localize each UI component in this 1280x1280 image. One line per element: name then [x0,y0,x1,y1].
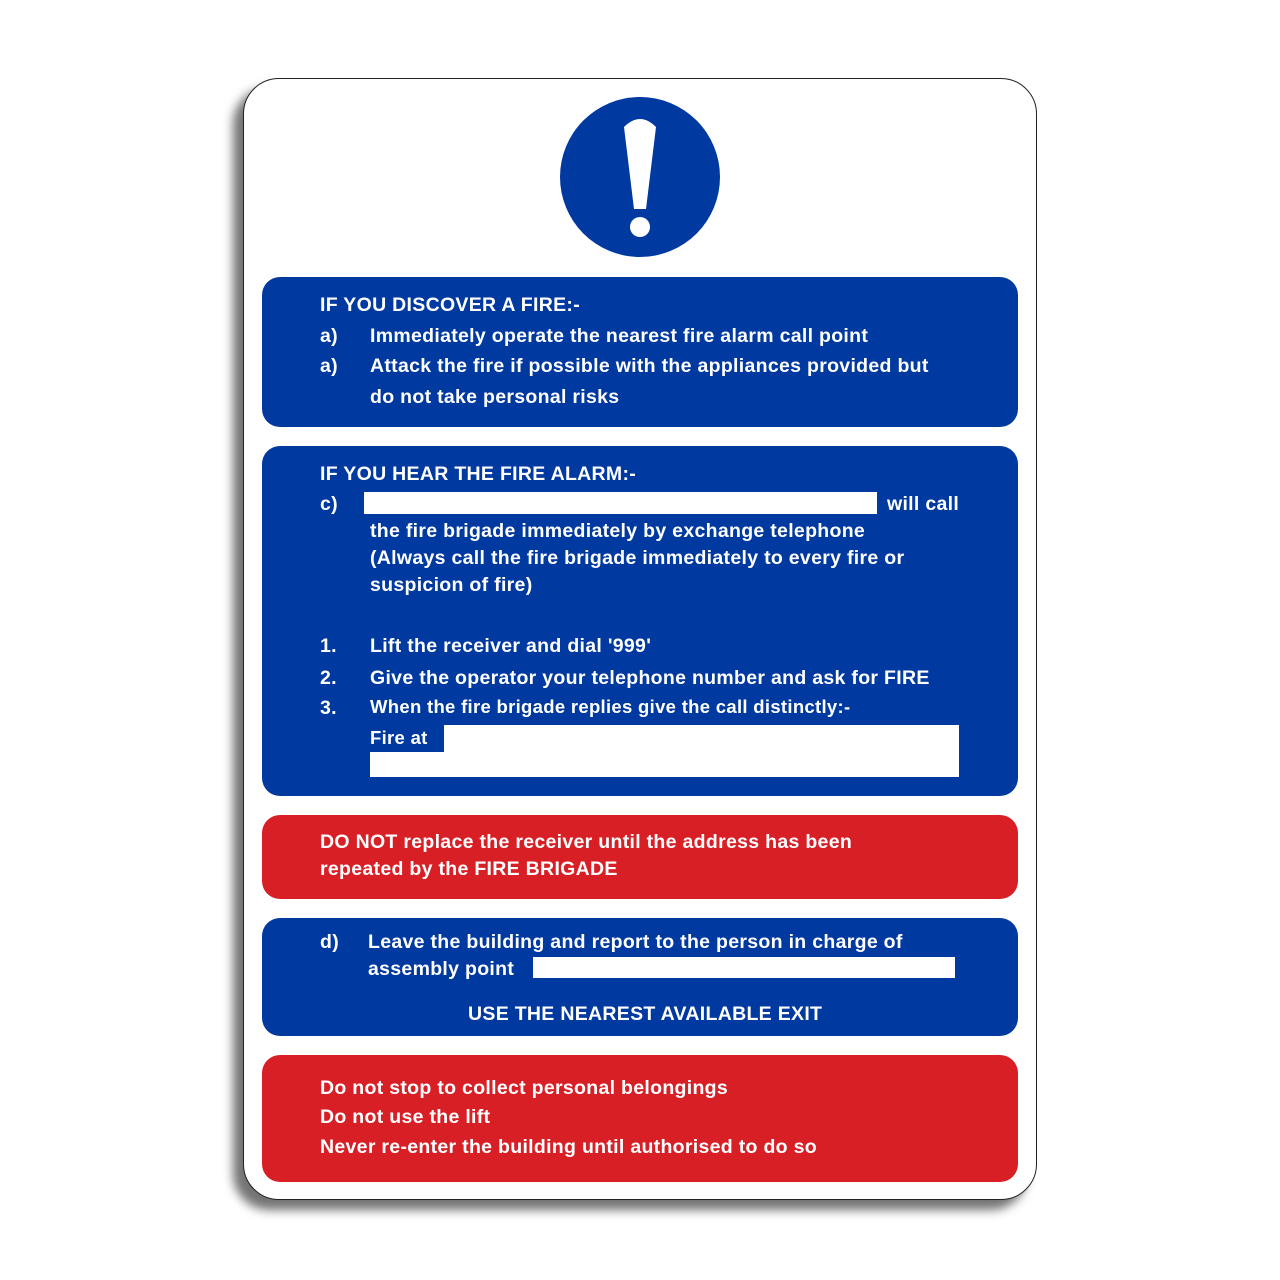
step-number: 3. [320,697,337,719]
warning-panel [262,815,1018,899]
exit-text: USE THE NEAREST AVAILABLE EXIT [468,1003,823,1025]
address-field-line2[interactable] [370,752,959,777]
item-marker: c) [320,493,338,515]
exclamation-mandatory-icon [560,97,720,257]
will-call-text: will call [887,493,960,515]
item-marker: d) [320,931,340,953]
item-marker: a) [320,325,338,347]
caller-name-field[interactable] [364,492,877,514]
step-text: Lift the receiver and dial '999' [370,635,652,657]
warning-line: Do not stop to collect personal belongings [320,1077,729,1099]
step-text: Give the operator your telephone number and ask for FIRE [370,667,930,689]
step-text: When the fire brigade replies give the call distinctly:- [370,696,851,717]
fire-at-label: Fire at [370,727,428,748]
alarm-title: IF YOU HEAR THE FIRE ALARM:- [320,463,637,485]
step-number: 2. [320,667,337,689]
assembly-point-field[interactable] [533,957,955,978]
warning-line: DO NOT replace the receiver until the address has been [320,831,853,853]
address-field[interactable] [444,725,959,753]
warning-line: Do not use the lift [320,1106,491,1128]
leave-text: Leave the building and report to the person in charge of [368,931,903,953]
item-text: Attack the fire if possible with the appliances provided but [370,355,929,377]
leave-text: assembly point [368,958,515,980]
step-number: 1. [320,635,337,657]
warning-line: repeated by the FIRE BRIGADE [320,858,618,880]
item-marker: a) [320,355,338,377]
alarm-line: suspicion of fire) [370,574,533,596]
alarm-line: (Always call the fire brigade immediately to every fire or [370,547,905,569]
item-text: do not take personal risks [370,386,620,408]
discover-title: IF YOU DISCOVER A FIRE:- [320,294,580,316]
warning-line: Never re-enter the building until authorised to do so [320,1136,817,1158]
alarm-line: the fire brigade immediately by exchange telephone [370,520,866,542]
item-text: Immediately operate the nearest fire alarm call point [370,325,869,347]
